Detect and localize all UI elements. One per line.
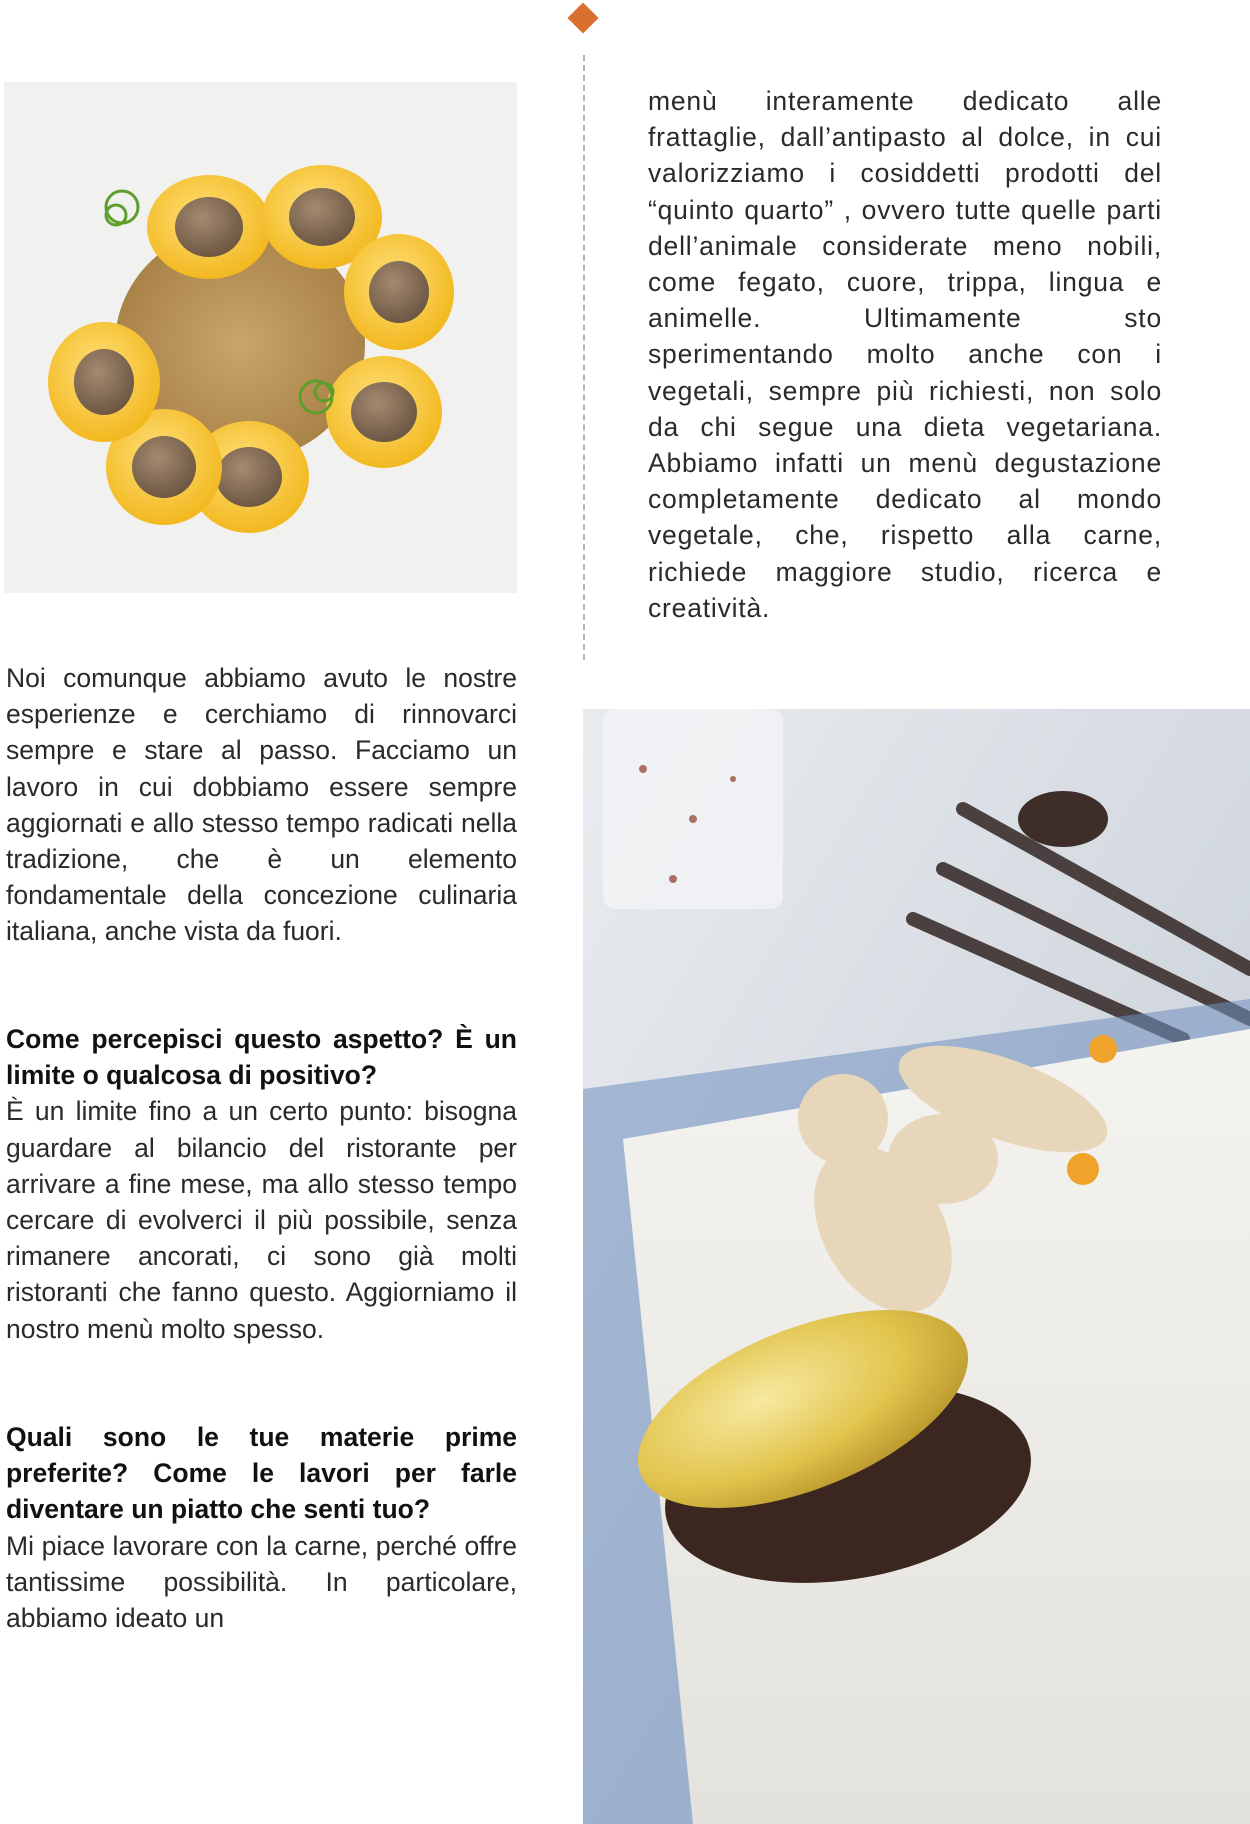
- column-divider: [583, 55, 585, 660]
- interview-block-1: [6, 1021, 517, 1347]
- interview-answer-1: È un limite fino a un certo punto: bisogna guardare al bilancio del ristorante per arrivare a fine mese, ma allo stesso tempo cercare di evolverci il più possibile, senza rimanere ancorati, ci sono già molti ristoranti che fanno questo. Aggiorniamo il nostro menù molto spesso.: [6, 1096, 517, 1344]
- pasta-dish-photo: [4, 82, 517, 593]
- dessert-photo: [583, 709, 1250, 1824]
- interview-answer-2: Mi piace lavorare con la carne, perché offre tantissime possibilità. In particolare, abbiamo ideato un: [6, 1530, 517, 1634]
- paragraph-right: menù interamente dedicato alle frattaglie, dall’antipasto al dolce, in cui valorizziamo i cosiddetti prodotti del “quinto quarto” , ovvero tutte quelle parti dell’animale considerate meno nobili, come fegato, cuore, trippa, lingua e animelle. Ultimamente sto sperimentando molto anche con i vegetali, sempre più richiesti, non solo da chi segue una dieta vegetariana. Abbiamo infatti un menù degustazione completamente dedicato al mondo vegetale, che, rispetto alla carne, richiede maggiore studio, ricerca e creatività.: [648, 86, 1162, 623]
- article-text-right: [648, 83, 1162, 626]
- interview-question-2: Quali sono le tue materie prime preferite? Come le lavori per farle diventare un piatto che senti tuo?: [6, 1422, 517, 1525]
- interview-block-2: [6, 1419, 517, 1636]
- paragraph-left-1: Noi comunque abbiamo avuto le nostre esperienze e cerchiamo di rinnovarci sempre e stare al passo. Facciamo un lavoro in cui dobbiamo essere sempre aggiornati e allo stesso tempo radicati nella tradizione, che è un elemento fondamentale della concezione culinaria italiana, anche vista da fuori.: [6, 663, 517, 947]
- orange-diamond-icon: [567, 2, 598, 33]
- interview-question-1: Come percepisci questo aspetto? È un limite o qualcosa di positivo?: [6, 1024, 517, 1091]
- article-text-left-intro: [6, 660, 517, 950]
